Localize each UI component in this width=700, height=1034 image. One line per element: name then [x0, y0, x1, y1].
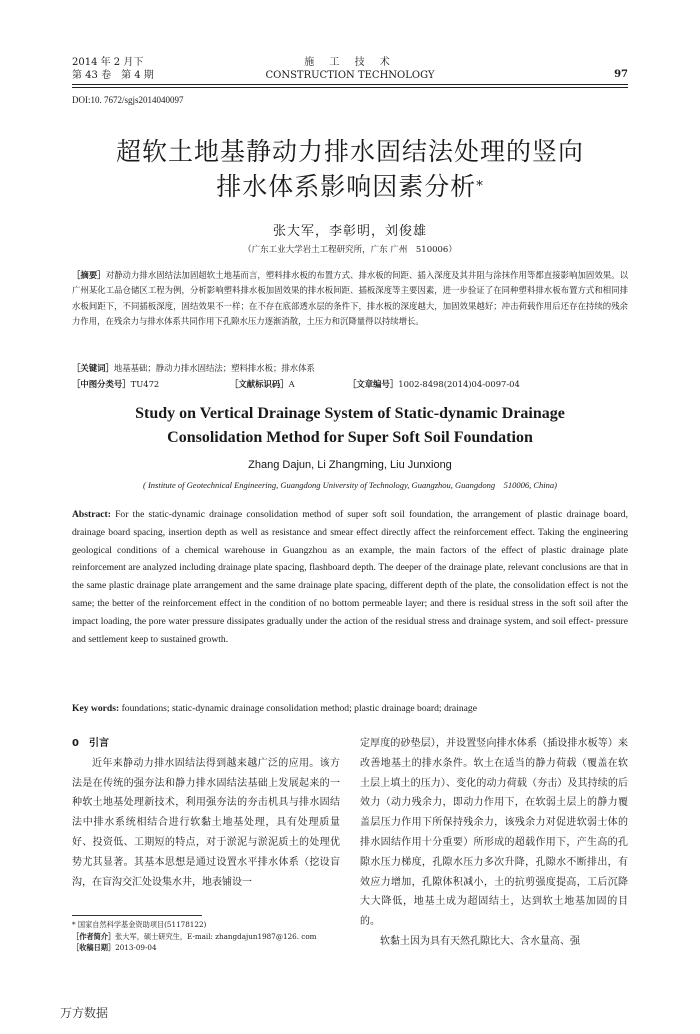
title-cn-line2-text: 排水体系影响因素分析	[216, 172, 477, 201]
journal-name-cn: 施 工 技 术	[304, 57, 396, 68]
running-header-left	[72, 56, 154, 82]
keywords-en	[72, 702, 628, 716]
header-rule-thin	[72, 87, 628, 88]
keywords-cn	[72, 362, 315, 374]
intro-paragraph-right-1: 定厚度的砂垫层），并设置竖向排水体系（插设排水板等）来改善地基土的排水条件。软土在适当的静力荷载（覆盖在软土层上填土的压力）、变化的动力荷载（夯击）及其持续的后效力（动力残余力，即动力作用下，在软弱土层上的静力覆盖层压力作用下所保持残余力，该残余力对促进软弱士体的排水固结作用十分重要）所形成的超载作用下，产生高的孔隙水压力梯度，孔隙水压力多次升降，孔隙水不断排出，有效应力增加，孔隙体积减小，土的抗剪强度提高，工后沉降大大降低，地基土成为超固结土，达到软土地基加固的目的。	[360, 738, 628, 928]
footnotes	[72, 919, 342, 954]
abstract-cn	[72, 268, 628, 330]
title-en-line2: Consolidation Method for Super Soft Soil Foundation	[167, 429, 533, 446]
footnote-date-label: ［收稿日期］	[72, 943, 116, 952]
authors-en: Zhang Dajun, Li Zhangming, Liu Junxiong	[248, 459, 452, 471]
running-header-center	[250, 56, 450, 82]
footnote-author	[72, 931, 342, 943]
clc-label: ［中图分类号］	[72, 379, 131, 389]
footnote-author-text: 张大军，硕士研究生，E-mail: zhangdajun1987@126. com	[115, 931, 317, 941]
doi: DOI:10. 7672/sgjs2014040097	[72, 95, 184, 105]
doc-code-label: ［文献标识码］	[230, 379, 289, 389]
clc-value: TU472	[130, 379, 160, 389]
affiliation-en: ( Institute of Geotechnical Engineering, Guangdong University of Technology, Guangzhou, Guangdong 510006, China)	[142, 480, 558, 490]
keywords-cn-text: 地基基础；静动力排水固结法；塑料排水板；排水体系	[113, 363, 315, 373]
keywords-en-text: foundations; static-dynamic drainage consolidation method; plastic drainage board; drainage	[121, 703, 477, 714]
abstract-cn-label: ［摘要］	[72, 270, 106, 280]
title-en-line1: Study on Vertical Drainage System of Static-dynamic Drainage	[135, 405, 565, 422]
intro-paragraph-left: 近年来静动力排水固结法得到越来越广泛的应用。该方法是在传统的强夯法和静力排水固结法基础上发展起来的一种软土地基处理新技术，利用强夯法的夯击机具与排水固结法中排水系统相结合进行软黏土地基处理，具有处理质量好、投资低、工期短的特点，对于淤泥与淤泥质土的处理优势尤其显著。其基本思想是通过设置水平排水体系（挖设盲沟，在盲沟交汇处设集水井，地表铺设一	[72, 757, 340, 888]
abstract-en-label: Abstract:	[72, 509, 111, 520]
footnote-rule	[72, 915, 202, 916]
doc-code-value: A	[288, 379, 295, 389]
watermark-wanfang: 万方数据	[60, 1006, 109, 1020]
body-column-left	[72, 734, 340, 892]
footnote-fund: * 国家自然科学基金资助项目(51178122)	[72, 920, 207, 929]
article-number	[348, 378, 520, 390]
journal-name-en: CONSTRUCTION TECHNOLOGY	[265, 70, 435, 81]
authors-cn: 张大军，李彰明，刘俊雄	[272, 224, 427, 239]
intro-paragraph-right-2: 软黏土因为具有天然孔隙比大、含水量高、强	[380, 935, 580, 947]
abstract-en-text: For the static-dynamic drainage consolidation method of super soft soil foundation, the arrangement of plastic drainage board, drainage board spacing, insertion depth as well as resistance and smear effect directly affect the reinforcement effect. Taking the engineering geological conditions of a chemical warehouse in Guangzhou as an example, the main factors of the effect of plastic drainage plate reinforcement are analyzed including drainage plate spacing, flashboard depth. The deeper of the drainage plate, relevant conclusions are that in the same plastic drainage plate arrangement and the same drainage plate spacing, different depth of the plate, the consolidation effect is not the same; the better of the reinforcement effect in the condition of no bottom permeable layer; and there is residual stress in the soft soil after the impact loading, the pore water pressure dissipates gradually under the action of the residual stress and drainage system, and soil effect- pressure and settlement keep to sustained growth.	[72, 509, 628, 645]
volume-issue: 第 43 卷 第 4 期	[72, 70, 154, 81]
footnote-date	[72, 942, 342, 954]
article-number-label: ［文章编号］	[348, 379, 399, 389]
keywords-en-label: Key words:	[72, 703, 120, 714]
article-number-value: 1002-8498(2014)04-0097-04	[398, 379, 520, 389]
section-heading-intro: 0 引言	[72, 738, 109, 749]
abstract-cn-text: 对静动力排水固结法加固超软土地基而言，塑料排水板的布置方式、排水板的间距、插入深度及其井阻与涂抹作用等都直接影响加固效果。以广州某化工品仓储区工程为例，分析影响塑料排水板加固效果的排水板间距、插板深度等主要因素，进一步验证了在同种塑料排水板布置方式和相同排水板间距下，不同插板深度，固结效果不一样；在不存在底部透水层的条件下，排水板的深度越大，加固效果越好；冲击荷载作用后还存在持续的残余力作用，在残余力与排水体系共同作用下孔隙水压力逐渐消散，土压力和沉降量得以持续增长。	[72, 270, 628, 327]
abstract-en	[72, 506, 628, 648]
header-rule-thick	[72, 84, 628, 85]
affiliation-cn: （广东工业大学岩土工程研究所，广东 广州 510006）	[243, 245, 457, 255]
footnote-date-text: 2013-09-04	[115, 943, 157, 952]
page-number: 97	[614, 69, 628, 80]
doc-code	[230, 378, 295, 390]
title-footnote-mark: *	[476, 179, 484, 194]
keywords-cn-label: ［关键词］	[72, 363, 114, 373]
clc-number	[72, 378, 159, 390]
title-cn-line1: 超软土地基静动力排水固结法处理的竖向	[115, 137, 584, 166]
body-column-right	[360, 734, 628, 952]
title-cn-line2	[72, 170, 628, 204]
issue-date: 2014 年 2 月下	[72, 57, 144, 68]
footnote-author-label: ［作者简介］	[72, 931, 116, 941]
